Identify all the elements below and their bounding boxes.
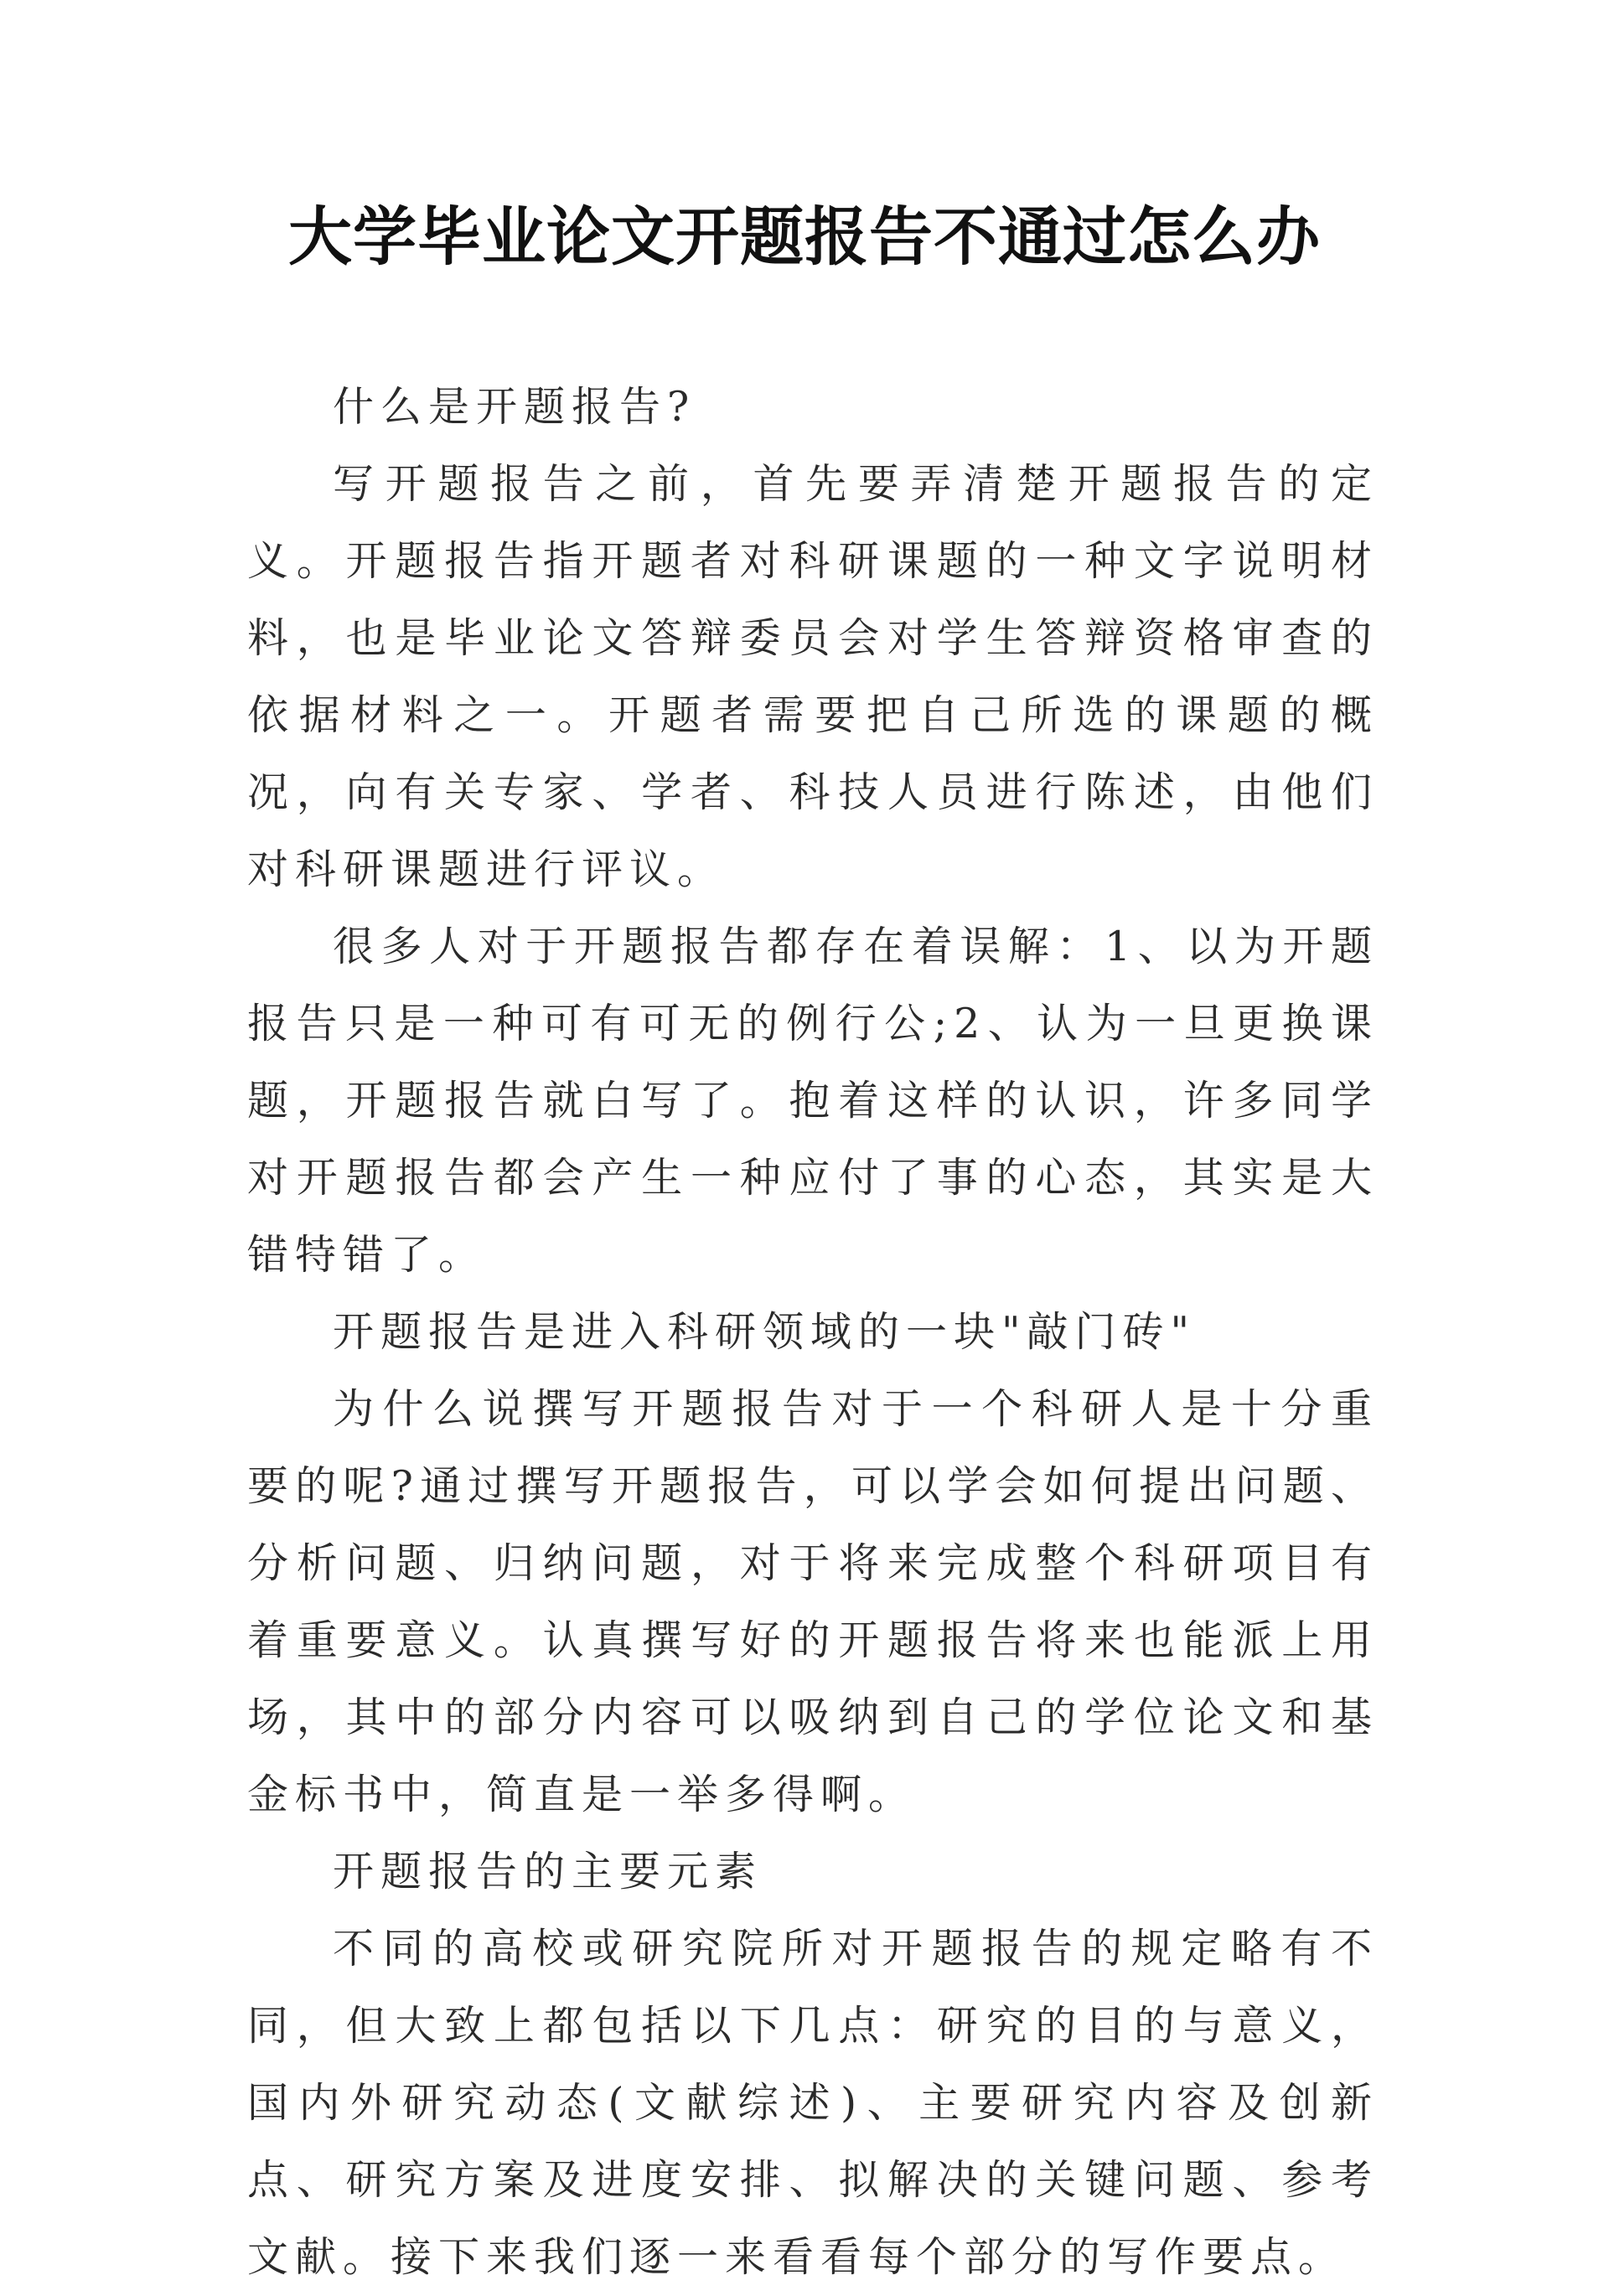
paragraph-heading-doorstep: 开题报告是进入科研领域的一块"敲门砖" xyxy=(333,1308,1197,1356)
paragraph-misunderstanding: 很多人对于开题报告都存在着误解：1、以为开题报告只是一种可有可无的例行公;2、认为一旦更换课题，开题报告就白写了。抱着这样的认识，许多同学对开题报告都会产生一种应付了事的心态，其实是大错特错了。 xyxy=(247,923,1379,1279)
paragraph-elements: 不同的高校或研究院所对开题报告的规定略有不同，但大致上都包括以下几点：研究的目的与意义，国内外研究动态(文献综述)、主要研究内容及创新点、研究方案及进度安排、拟解决的关键问题、参考文献。接下来我们逐一来看看每个部分的写作要点。 xyxy=(247,1925,1379,2281)
paragraph-heading-elements: 开题报告的主要元素 xyxy=(333,1848,763,1895)
paragraph-question: 什么是开题报告? xyxy=(333,383,696,431)
paragraph-definition: 写开题报告之前，首先要弄清楚开题报告的定义。开题报告指开题者对科研课题的一种文字说明材料，也是毕业论文答辩委员会对学生答辩资格审查的依据材料之一。开题者需要把自己所选的课题的概况，向有关专家、学者、科技人员进行陈述，由他们对科研课题进行评议。 xyxy=(247,460,1379,893)
page-title: 大学毕业论文开题报告不通过怎么办 xyxy=(288,199,1321,274)
paragraph-importance: 为什么说撰写开题报告对于一个科研人是十分重要的呢?通过撰写开题报告，可以学会如何提出问题、分析问题、归纳问题，对于将来完成整个科研项目有着重要意义。认真撰写好的开题报告将来也能派上用场，其中的部分内容可以吸纳到自己的学位论文和基金标书中，简直是一举多得啊。 xyxy=(247,1385,1379,1818)
document-body xyxy=(247,369,1379,2296)
